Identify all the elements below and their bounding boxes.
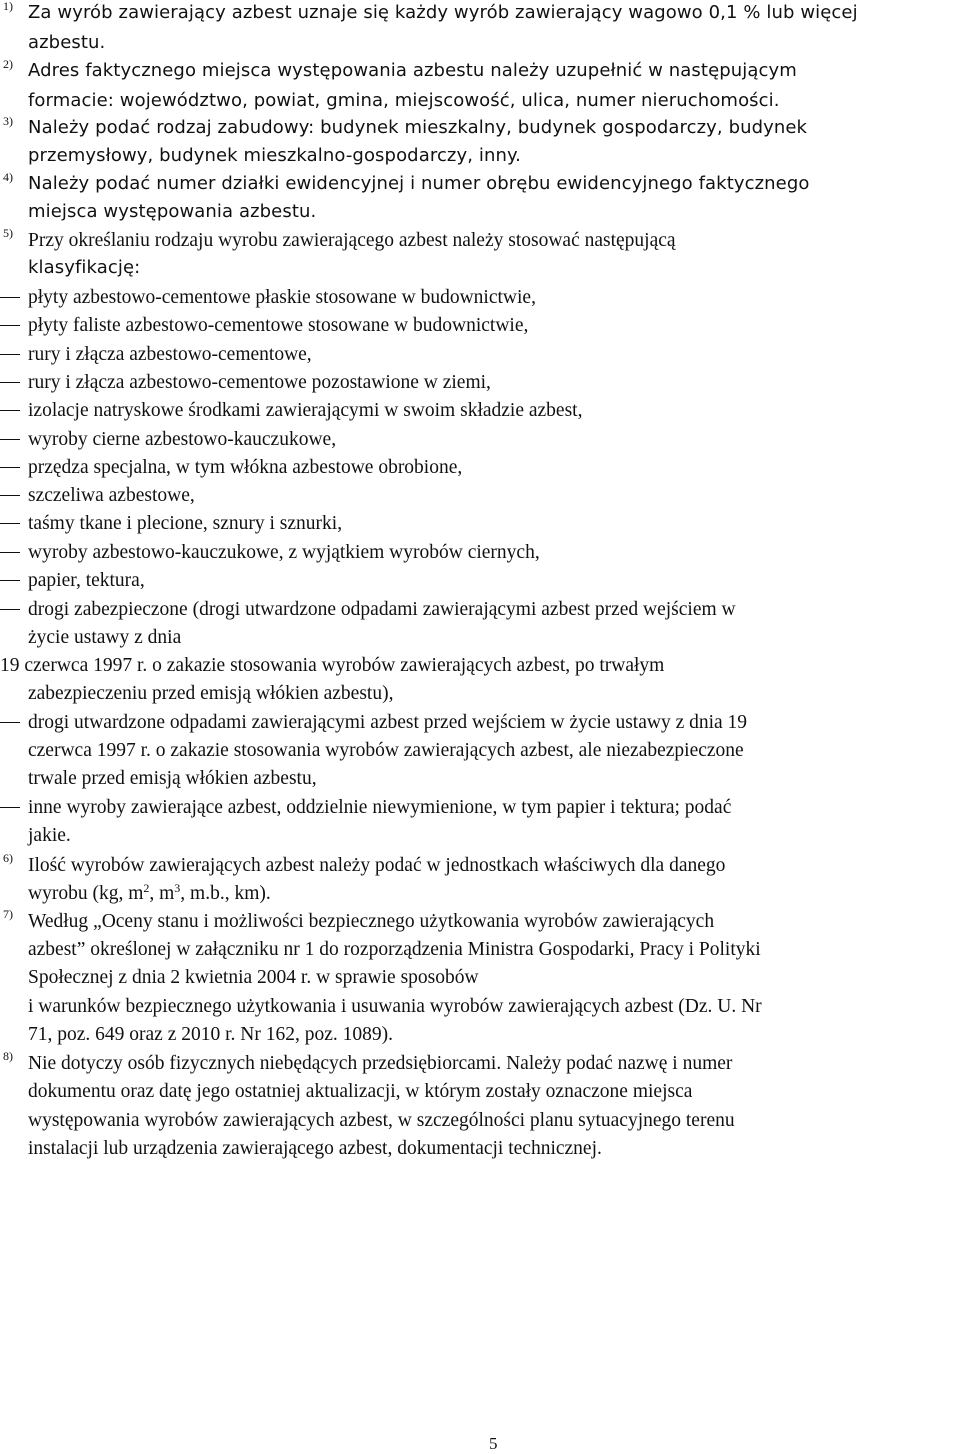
classification-item-continuation: życie ustawy z dnia xyxy=(28,627,182,648)
classification-item: wyroby cierne azbestowo-kauczukowe, xyxy=(0,430,336,450)
footnote-7-line-5: 71, poz. 649 oraz z 2010 r. Nr 162, poz. 1089). xyxy=(28,1024,394,1045)
footnote-8-line-3: występowania wyrobów zawierających azbest, w szczególności planu sytuacyjnego terenu xyxy=(28,1110,735,1131)
footnote-4-marker: 4) xyxy=(3,170,13,184)
footnote-7-line-4: i warunków bezpiecznego użytkowania i usuwania wyrobów zawierających azbest (Dz. U. Nr xyxy=(28,996,762,1017)
footnote-1-line-2: azbestu. xyxy=(28,32,106,53)
footnote-3-marker: 3) xyxy=(3,114,13,128)
footnote-1-line-1: Za wyrób zawierający azbest uznaje się każdy wyrób zawierający wagowo 0,1 % lub więcej xyxy=(28,2,858,23)
classification-item-continuation: trwale przed emisją włókien azbestu, xyxy=(28,768,317,789)
footnote-8-marker: 8) xyxy=(3,1049,13,1063)
classification-item-continuation: 19 czerwca 1997 r. o zakazie stosowania wyrobów zawierających azbest, po trwałym xyxy=(0,655,665,676)
footnote-5-marker: 5) xyxy=(3,226,13,240)
footnote-2-line-1: Adres faktycznego miejsca występowania azbestu należy uzupełnić w następującym xyxy=(28,60,797,81)
classification-item: taśmy tkane i plecione, sznury i sznurki, xyxy=(0,514,342,534)
footnote-6-line-1: Ilość wyrobów zawierających azbest należy podać w jednostkach właściwych dla danego xyxy=(28,855,726,876)
classification-item-roads-unsecured: drogi utwardzone odpadami zawierającymi azbest przed wejściem w życie ustawy z dnia 19 xyxy=(0,713,747,733)
footnote-7-line-3: Społecznej z dnia 2 kwietnia 2004 r. w sprawie sposobów xyxy=(28,967,479,988)
classification-item: płyty faliste azbestowo-cementowe stosowane w budownictwie, xyxy=(0,316,528,336)
footnote-8-line-1: Nie dotyczy osób fizycznych niebędących przedsiębiorcami. Należy podać nazwę i numer xyxy=(28,1053,733,1074)
classification-item: płyty azbestowo-cementowe płaskie stosowane w budownictwie, xyxy=(0,288,536,308)
footnote-5-line-2: klasyfikację: xyxy=(28,257,141,278)
classification-item: szczeliwa azbestowe, xyxy=(0,486,195,506)
classification-item-continuation: zabezpieczeniu przed emisją włókien azbestu), xyxy=(28,683,394,704)
classification-item-continuation: czerwca 1997 r. o zakazie stosowania wyrobów zawierających azbest, ale niezabezpieczone xyxy=(28,740,744,761)
footnote-7-line-1: Według „Oceny stanu i możliwości bezpiecznego użytkowania wyrobów zawierających xyxy=(28,911,715,932)
footnote-4-line-2: miejsca występowania azbestu. xyxy=(28,201,317,222)
footnote-2-line-2: formacie: województwo, powiat, gmina, miejscowość, ulica, numer nieruchomości. xyxy=(28,90,780,111)
classification-item: izolacje natryskowe środkami zawierającymi w swoim składzie azbest, xyxy=(0,401,582,421)
classification-item-continuation: jakie. xyxy=(28,825,71,846)
footnote-2-marker: 2) xyxy=(3,57,13,71)
classification-item: rury i złącza azbestowo-cementowe, xyxy=(0,345,312,365)
classification-item: papier, tektura, xyxy=(0,571,145,591)
footnote-3-line-1: Należy podać rodzaj zabudowy: budynek mieszkalny, budynek gospodarczy, budynek xyxy=(28,117,808,138)
footnote-5-line-1: Przy określaniu rodzaju wyrobu zawierającego azbest należy stosować następującą xyxy=(28,230,676,251)
footnote-7-marker: 7) xyxy=(3,907,13,921)
footnote-1-marker: 1) xyxy=(3,0,13,13)
footnote-7-line-2: azbest” określonej w załączniku nr 1 do rozporządzenia Ministra Gospodarki, Pracy i Polityki xyxy=(28,939,761,960)
classification-item-roads-secured: drogi zabezpieczone (drogi utwardzone odpadami zawierającymi azbest przed wejściem w xyxy=(0,600,736,620)
classification-item: wyroby azbestowo-kauczukowe, z wyjątkiem wyrobów ciernych, xyxy=(0,543,540,563)
classification-item-other: inne wyroby zawierające azbest, oddzielnie niewymienione, w tym papier i tektura; podać xyxy=(0,798,731,818)
classification-item: przędza specjalna, w tym włókna azbestowe obrobione, xyxy=(0,458,462,478)
page-number: 5 xyxy=(489,1434,498,1453)
footnote-6-marker: 6) xyxy=(3,851,13,865)
footnote-6-line-2: wyrobu (kg, $m^2$, $m^3$, m.b., km). xyxy=(28,881,271,904)
footnote-8-line-4: instalacji lub urządzenia zawierającego azbest, dokumentacji technicznej. xyxy=(28,1138,602,1159)
footnote-8-line-2: dokumentu oraz datę jego ostatniej aktualizacji, w którym zostały oznaczone miejsca xyxy=(28,1081,693,1102)
classification-item: rury i złącza azbestowo-cementowe pozostawione w ziemi, xyxy=(0,373,491,393)
footnote-3-line-2: przemysłowy, budynek mieszkalno-gospodarczy, inny. xyxy=(28,145,522,166)
footnote-4-line-1: Należy podać numer działki ewidencyjnej i numer obrębu ewidencyjnego faktycznego xyxy=(28,173,810,194)
